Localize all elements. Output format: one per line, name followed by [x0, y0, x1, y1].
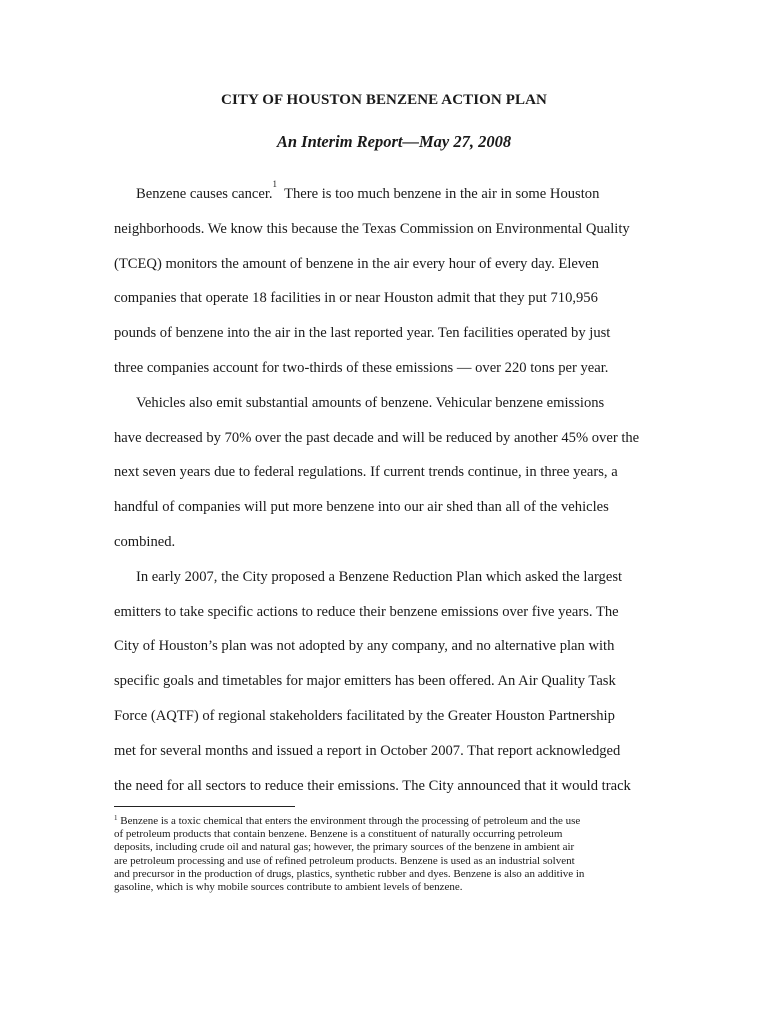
footnote-separator [114, 806, 295, 807]
document-subtitle: An Interim Report—May 27, 2008 [276, 132, 512, 151]
footnote-number: 1 [114, 814, 118, 822]
footnote-line: and precursor in the production of drugs, plastics, synthetic rubber and dyes. Benzene is also an additive in [114, 867, 585, 880]
paragraph-line: In early 2007, the City proposed a Benzene Reduction Plan which asked the largest [136, 568, 623, 585]
paragraph-line: have decreased by 70% over the past decade and will be reduced by another 45% over the [114, 429, 640, 446]
paragraph-line: three companies account for two-thirds of these emissions — over 220 tons per year. [114, 359, 609, 376]
paragraph-line: specific goals and timetables for major emitters has been offered. An Air Quality Task [114, 673, 616, 690]
footnote-line: gasoline, which is why mobile sources contribute to ambient levels of benzene. [114, 881, 463, 894]
paragraph-2 [114, 386, 662, 560]
footnote-text: Benzene is a toxic chemical that enters the environment through the processing of petroleum and the use [117, 815, 581, 827]
footnote-line [114, 815, 662, 828]
paragraph-3 [114, 560, 662, 804]
document-body [114, 177, 662, 803]
paragraph-line: neighborhoods. We know this because the Texas Commission on Environmental Quality [114, 220, 630, 237]
paragraph-line: the need for all sectors to reduce their emissions. The City announced that it would track [114, 777, 631, 794]
paragraph-line: Vehicles also emit substantial amounts of benzene. Vehicular benzene emissions [136, 394, 605, 411]
footnote-line: deposits, including crude oil and natural gas; however, the primary sources of the benzene in ambient air [114, 841, 575, 854]
paragraph-line: next seven years due to federal regulations. If current trends continue, in three years, a [114, 464, 618, 481]
footnote-reference[interactable]: 1 [272, 179, 278, 189]
paragraph-line: City of Houston’s plan was not adopted by any company, and no alternative plan with [114, 638, 615, 655]
paragraph-line: met for several months and issued a report in October 2007. That report acknowledged [114, 742, 621, 759]
footnote [114, 815, 662, 894]
paragraph-line: handful of companies will put more benzene into our air shed than all of the vehicles [114, 499, 609, 516]
footnote-line: of petroleum products that contain benzene. Benzene is a constituent of naturally occurring petroleum [114, 828, 563, 841]
paragraph-line [114, 177, 662, 212]
paragraph-line: emitters to take specific actions to reduce their benzene emissions over five years. The [114, 603, 619, 620]
footnote-line: are petroleum processing and use of refined petroleum products. Benzene is used as an industrial solvent [114, 854, 575, 867]
paragraph-line: combined. [114, 533, 176, 550]
paragraph-text: There is too much benzene in the air in some Houston [277, 186, 600, 202]
paragraph-line: (TCEQ) monitors the amount of benzene in the air every hour of every day. Eleven [114, 255, 599, 272]
paragraph-text: Benzene causes cancer. [136, 186, 273, 202]
paragraph-1 [114, 177, 662, 386]
paragraph-line: pounds of benzene into the air in the last reported year. Ten facilities operated by just [114, 325, 611, 342]
paragraph-line: companies that operate 18 facilities in or near Houston admit that they put 710,956 [114, 290, 598, 307]
document-title: CITY OF HOUSTON BENZENE ACTION PLAN [221, 92, 547, 108]
paragraph-line: Force (AQTF) of regional stakeholders facilitated by the Greater Houston Partnership [114, 707, 615, 724]
